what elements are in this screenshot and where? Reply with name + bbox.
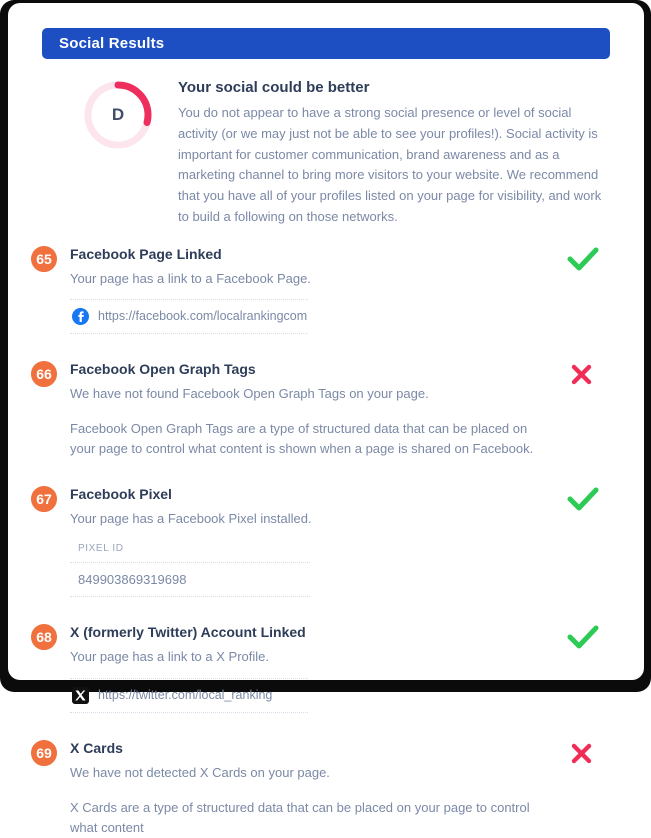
social-results-card [8,3,644,835]
pixel-id-table [70,543,310,597]
check-description: We have not found Facebook Open Graph Tags on your page. [70,385,429,401]
grade-letter: D [111,105,125,124]
check-number-badge: 68 [28,621,60,653]
summary-heading: Your social could be better [178,79,370,96]
summary-text [178,79,610,228]
check-description: Your page has a link to a X Profile. [70,649,269,665]
facebook-icon [72,308,89,325]
check-pass-icon [566,624,600,651]
status-icon [566,246,600,274]
status-icon [566,624,600,652]
facebook-link-row[interactable] [70,299,308,334]
summary-description: You do not appear to have a strong social presence or level of social activity (or we may just not be able to see your profiles!). Social activity is important for customer communication, brand awareness and as a marketing channel to bring more visitors to your website. We recommend that you have all of your profiles listed on your page for visibility, and work to build a following on those networks. [178,105,602,224]
status-icon [566,486,600,514]
grade-ring [84,81,152,149]
x-link-url[interactable]: https://twitter.com/local_ranking [98,688,273,703]
check-title: Facebook Page Linked [70,245,222,262]
check-item-facebook-page-linked [28,246,610,334]
check-number-badge: 65 [28,243,60,275]
check-explanation: Facebook Open Graph Tags are a type of structured data that can be placed on your page to control what content is shown when a page is shared on Facebook. [70,421,534,457]
section-title: Social Results [59,35,165,52]
x-link-row[interactable] [70,678,308,713]
check-description: Your page has a Facebook Pixel installed. [70,511,312,527]
check-number-badge: 66 [28,358,60,390]
facebook-link-url[interactable]: https://facebook.com/localrankingcom [98,309,308,324]
cross-fail-icon [570,363,593,386]
section-header [42,28,610,59]
check-description: Your page has a link to a Facebook Page. [70,270,311,286]
cross-fail-icon [570,742,593,765]
check-title: Facebook Open Graph Tags [70,360,256,377]
checks-list [8,228,644,838]
pixel-id-header: PIXEL ID [70,543,310,563]
check-number-badge: 69 [28,737,60,769]
x-icon [72,687,89,704]
check-description: We have not detected X Cards on your page. [70,764,330,780]
check-item-x-account-linked [28,624,610,712]
check-item-x-cards [28,740,610,838]
check-explanation: X Cards are a type of structured data that can be placed on your page to control what content [70,799,530,835]
check-title: X (formerly Twitter) Account Linked [70,624,306,641]
check-item-facebook-pixel [28,486,610,597]
check-number-badge: 67 [28,483,60,515]
summary-section [8,59,644,228]
check-title: Facebook Pixel [70,486,172,503]
check-title: X Cards [70,739,123,756]
check-item-facebook-open-graph-tags [28,361,610,459]
check-pass-icon [566,486,600,513]
check-pass-icon [566,246,600,273]
status-icon [566,361,600,389]
pixel-id-value: 849903869319698 [70,563,310,597]
status-icon [566,740,600,768]
